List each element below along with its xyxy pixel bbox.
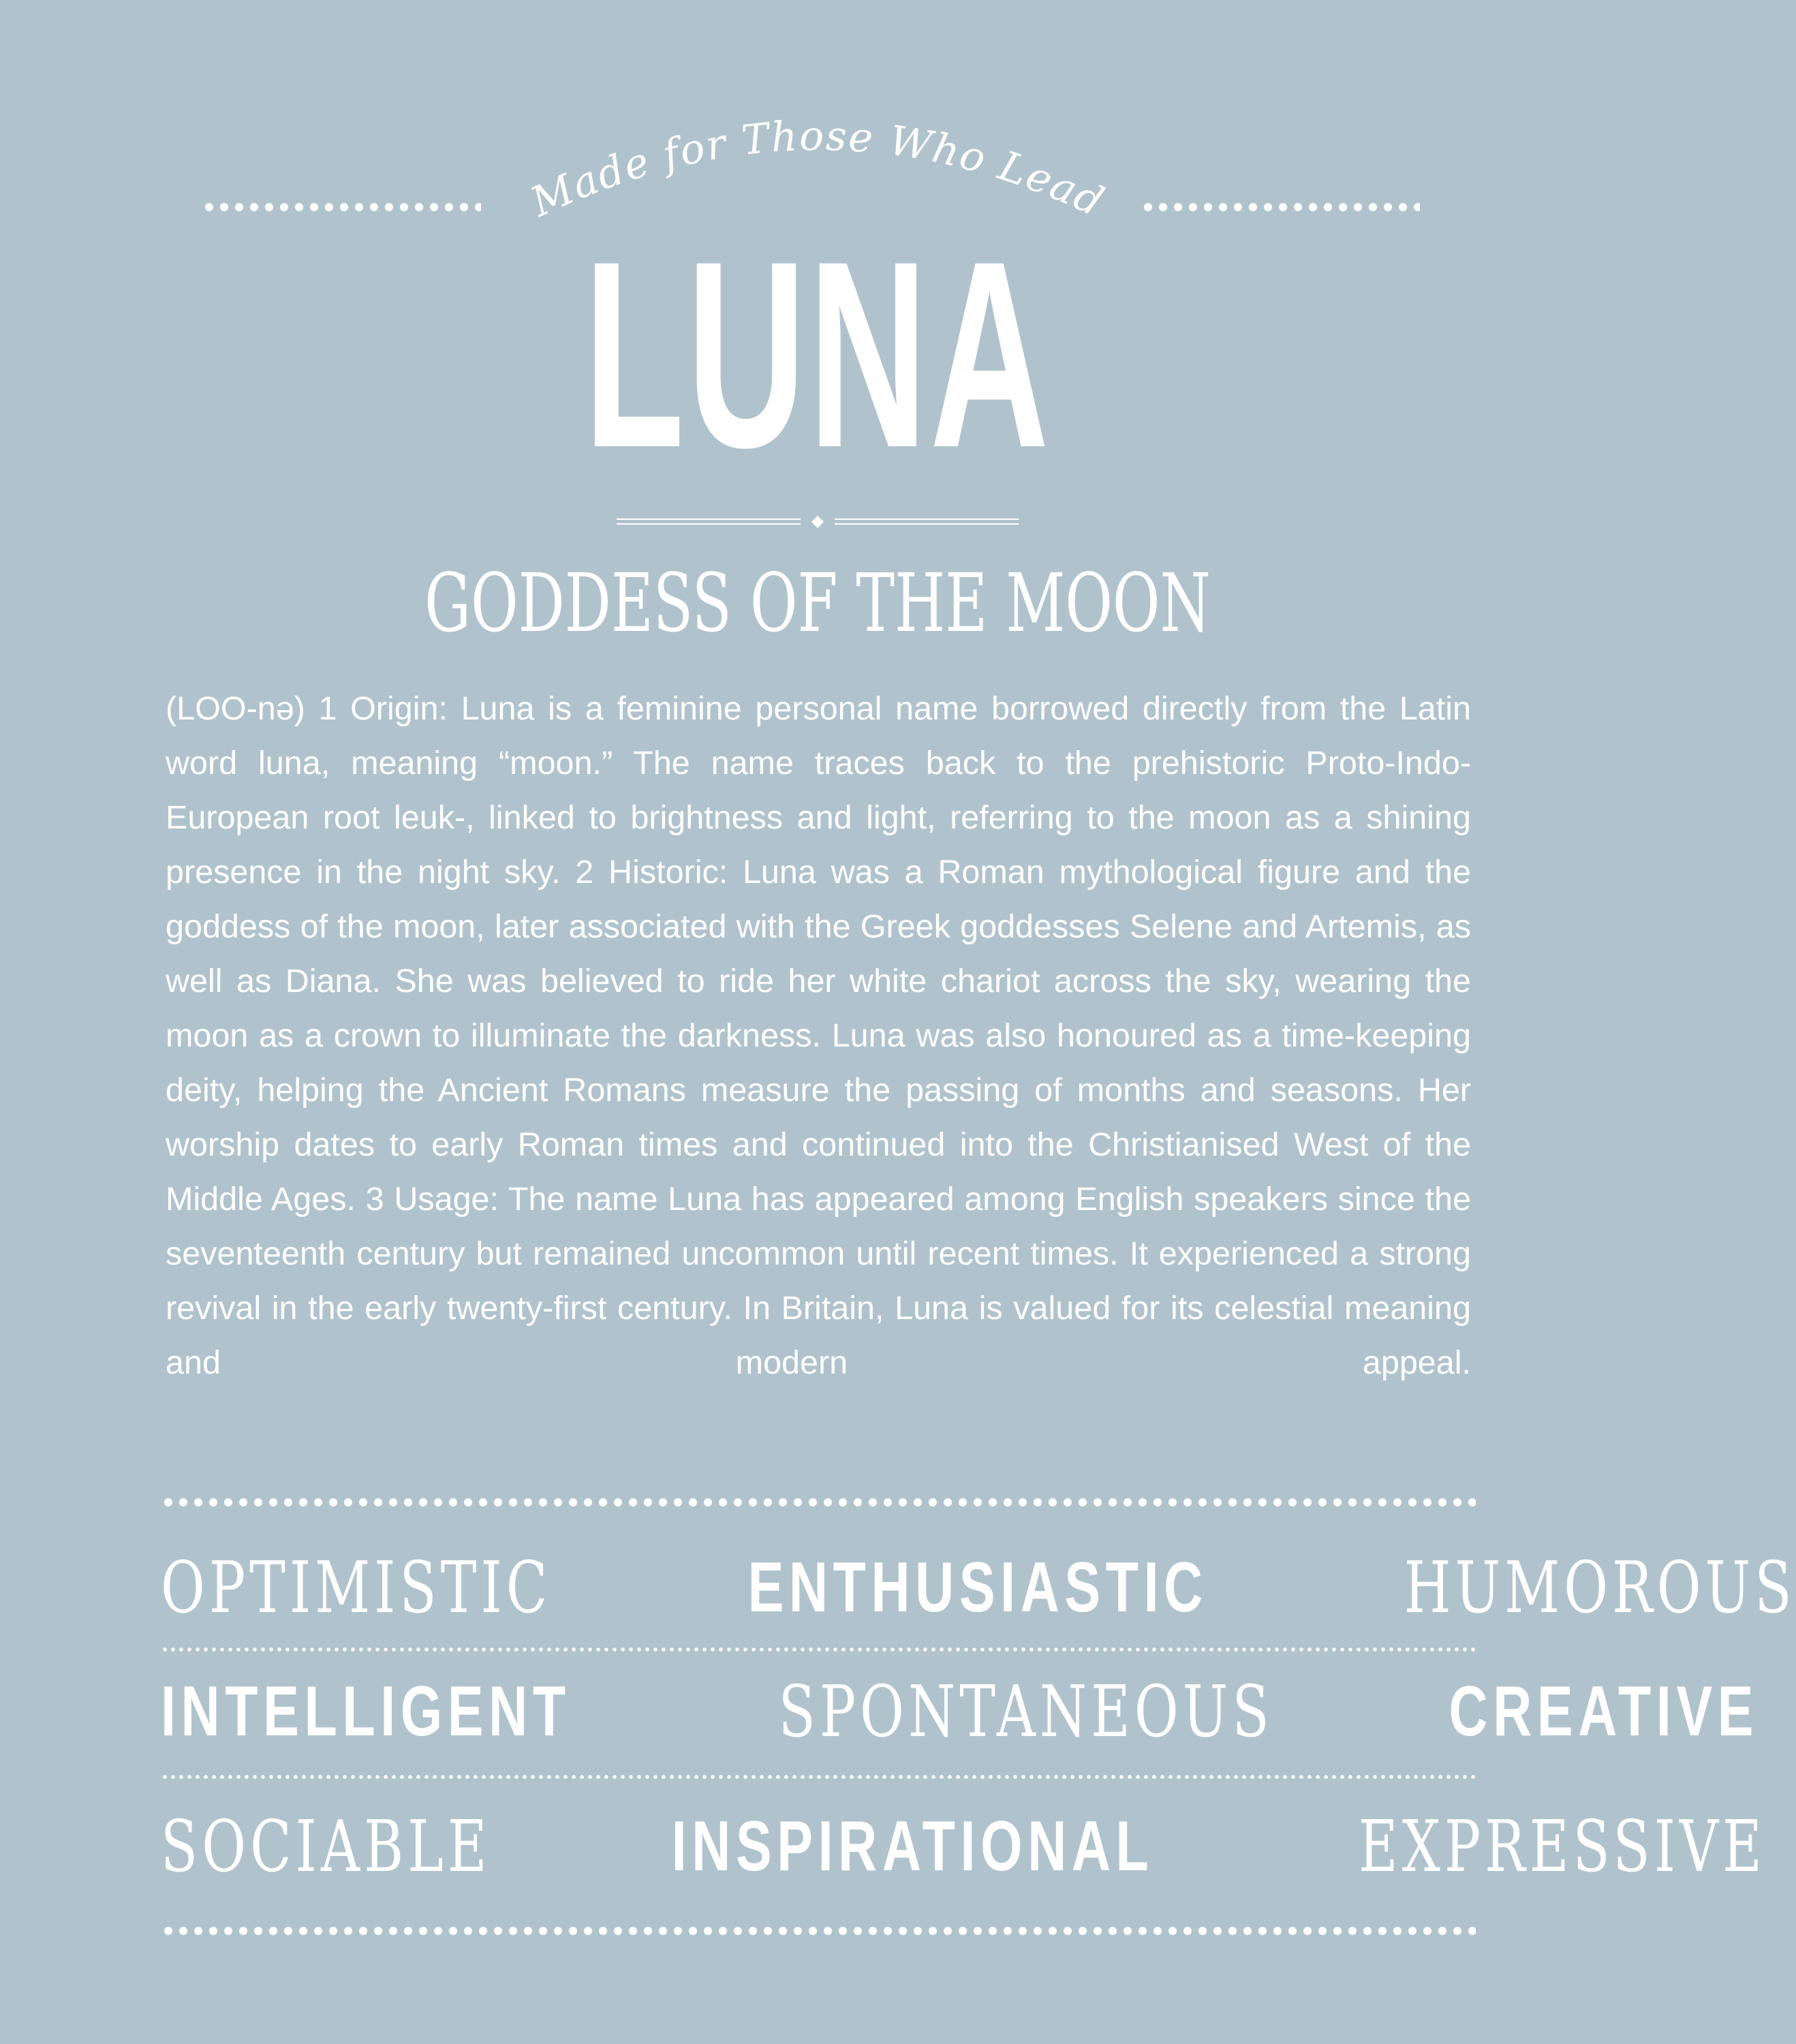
trait-word: HUMOROUS: [1404, 1546, 1796, 1629]
divider-ornament: [617, 515, 1019, 529]
trait-word: OPTIMISTIC: [161, 1546, 552, 1629]
traits-separator-dots: [161, 1774, 1476, 1780]
name-description: (LOO-nə) 1 Origin: Luna is a feminine personal name borrowed directly from the Latin word luna, meaning “moon.” The name traces back to the prehistoric Proto-Indo-European root leuk-, linked to brightness and light, referring to the moon as a shining presence in the night sky. 2 Historic: Luna was a Roman mythological figure and the goddess of the moon, later associated with the Greek goddesses Selene and Artemis, as well as Diana. She was believed to ride her white chariot across the sky, wearing the moon as a crown to illuminate the darkness. Luna was also honoured as a time-keeping deity, helping the Ancient Romans measure the passing of months and seasons. Her worship dates to early Roman times and continued into the Christianised West of the Middle Ages. 3 Usage: The name Luna has appeared among English speakers since the seventeenth century but remained uncommon until recent times. It experienced a strong revival in the early twenty-first century. In Britain, Luna is valued for its celestial meaning and modern appeal.: [166, 690, 1471, 1381]
tagline-right-dots: [1141, 202, 1420, 212]
name-meaning-subtitle: GODDESS OF THE MOON: [424, 556, 1211, 650]
traits-row-3: [161, 1805, 1766, 1888]
tagline-text: Made for Those Who Lead: [523, 112, 1112, 227]
traits-row-1: [161, 1546, 1796, 1629]
tagline-left-dots: [202, 202, 481, 212]
traits-bottom-dots: [161, 1925, 1476, 1936]
trait-word: INSPIRATIONAL: [671, 1807, 1154, 1886]
trait-word: CREATIVE: [1449, 1672, 1759, 1751]
trait-word: INTELLIGENT: [161, 1672, 571, 1751]
trait-word: SPONTANEOUS: [778, 1670, 1273, 1753]
traits-row-2: [161, 1670, 1759, 1753]
trait-word: EXPRESSIVE: [1358, 1805, 1766, 1888]
name-title: LUNA: [583, 206, 1052, 503]
trait-word: SOCIABLE: [161, 1805, 491, 1888]
traits-top-dots: [161, 1497, 1476, 1508]
diamond-icon: [811, 516, 824, 528]
traits-separator-dots: [161, 1647, 1476, 1652]
trait-word: ENTHUSIASTIC: [747, 1548, 1208, 1627]
